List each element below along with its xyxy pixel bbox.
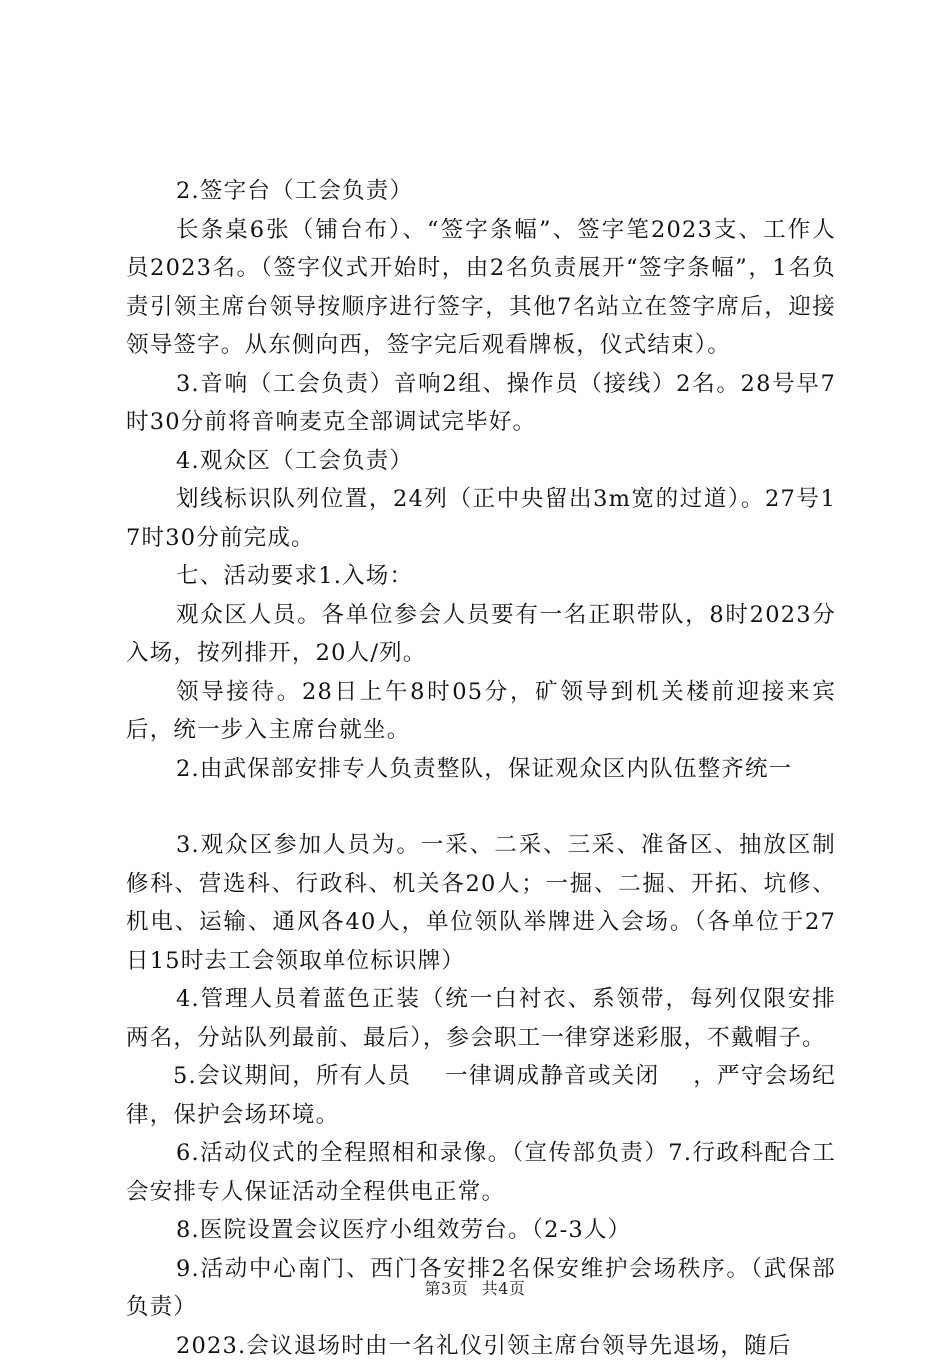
section-heading-signing-desk: 2.签字台（工会负责）: [126, 172, 836, 211]
section-heading-audience-area: 4.观众区（工会负责）: [126, 442, 836, 481]
paragraph-security: 9.活动中心南门、西门各安排2名保安维护会场秩序。（武保部负责）: [126, 1250, 836, 1327]
paragraph-signing-desk-details: 长条桌6张（铺台布）、“签字条幅”、签字笔2023支、工作人员2023名。（签字仪式开始时，由2名负责展开“签字条幅”，1名负责引领主席台领导按顺序进行签字，其他7名站立在签字席后，迎接领导签字。从东侧向西，签字完后观看牌板，仪式结束）。: [126, 211, 836, 365]
paragraph-team-organization: 2.由武保部安排专人负责整队，保证观众区内队伍整齐统一: [126, 750, 836, 789]
paragraph-participants: 3.观众区参加人员为。一采、二采、三采、准备区、抽放区制修科、营选科、行政科、机关各20人；一掘、二掘、开拓、坑修、机电、运输、通风各40人，单位领队举牌进入会场。（各单位于27日15时去工会领取单位标识牌）: [126, 826, 836, 980]
paragraph-audience-staff: 观众区人员。各单位参会人员要有一名正职带队，8时2023分入场，按列排开，20人/列。: [126, 596, 836, 673]
paragraph-leader-reception: 领导接待。28日上午8时05分，矿领导到机关楼前迎接来宾后，统一步入主席台就坐。: [126, 673, 836, 750]
document-body: [126, 172, 836, 1365]
paragraph-meeting-discipline: 5.会议期间，所有人员 一律调成静音或关闭 ，严守会场纪律，保护会场环境。: [126, 1057, 836, 1134]
section-heading-activity-requirements: 七、活动要求1.入场：: [126, 557, 836, 596]
paragraph-audio: 3.音响（工会负责）音响2组、操作员（接线）2名。28号早7时30分前将音响麦克全部调试完毕好。: [126, 365, 836, 442]
page-number: 第3页: [425, 1279, 469, 1298]
paragraph-audience-area-details: 划线标识队列位置，24列（正中央留出3m宽的过道）。27号17时30分前完成。: [126, 480, 836, 557]
paragraph-medical: 8.医院设置会议医疗小组效劳台。（2-3人）: [126, 1211, 836, 1250]
paragraph-photo-power: 6.活动仪式的全程照相和录像。（宣传部负责）7.行政科配合工会安排专人保证活动全程供电正常。: [126, 1134, 836, 1211]
paragraph-exit: 2023.会议退场时由一名礼仪引领主席台领导先退场，随后: [126, 1327, 836, 1365]
page-total: 共4页: [482, 1279, 526, 1298]
paragraph-dress-code: 4.管理人员着蓝色正装（统一白衬衣、系领带，每列仅限安排两名，分站队列最前、最后），参会职工一律穿迷彩服，不戴帽子。: [126, 980, 836, 1057]
page-footer: [0, 1276, 950, 1299]
blank-line: [126, 788, 836, 826]
